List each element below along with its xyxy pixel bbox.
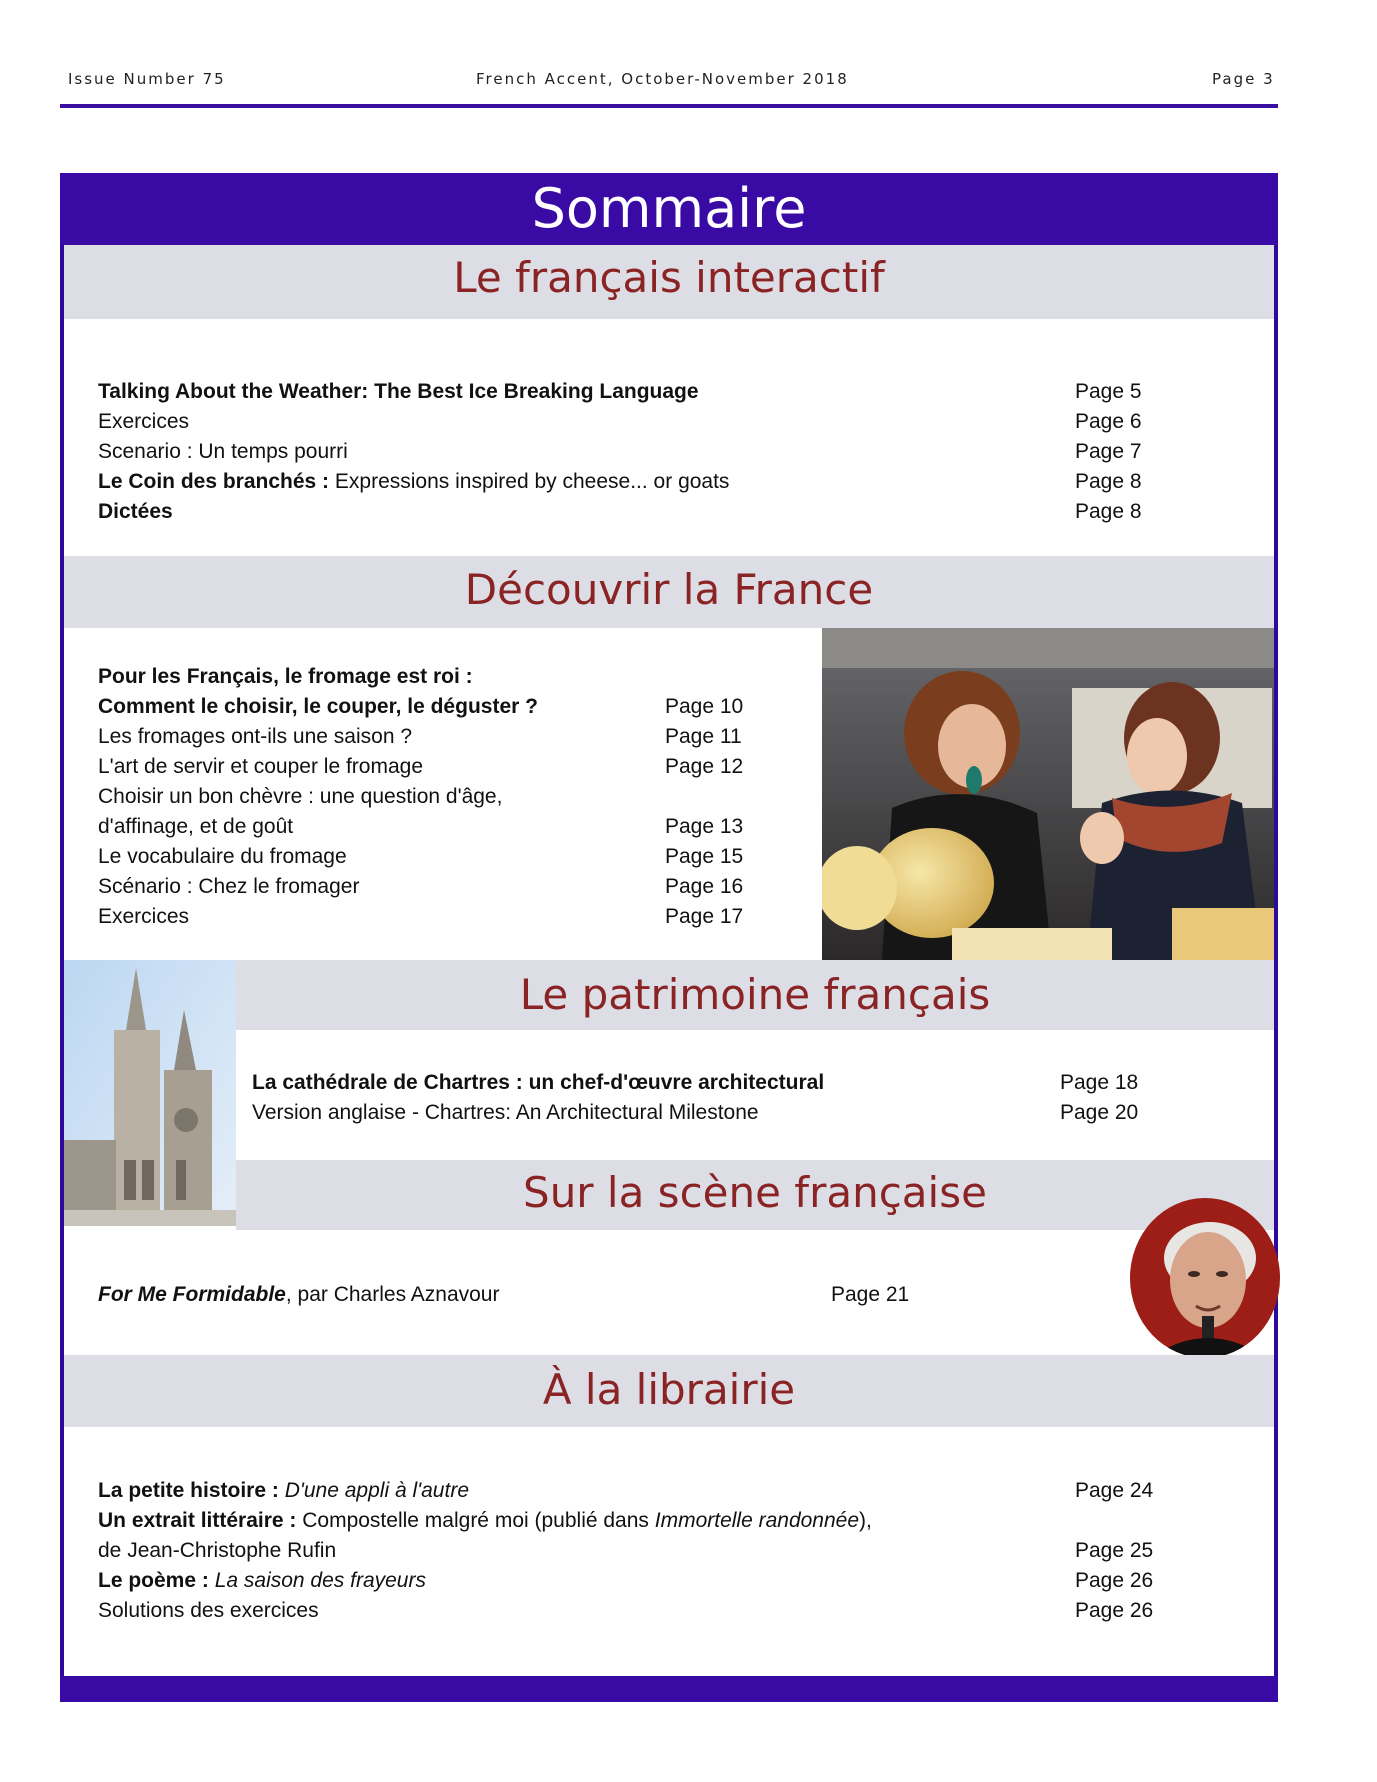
toc-page: Page 17	[665, 905, 744, 928]
toc-entry[interactable]: Dictées	[98, 500, 173, 523]
toc-entry[interactable]: La cathédrale de Chartres : un chef-d'œuvre architectural	[252, 1071, 825, 1094]
toc-page: Page 11	[665, 725, 742, 748]
section-heading-scene: Sur la scène française	[236, 1160, 1274, 1230]
toc-page: Page 25	[1075, 1539, 1154, 1562]
toc-page: Page 15	[665, 845, 744, 868]
toc-page: Page 12	[665, 755, 744, 778]
page-number: Page 3	[1212, 70, 1275, 88]
toc-page: Page 24	[1075, 1479, 1154, 1502]
toc-page: Page 21	[831, 1283, 910, 1306]
toc-page: Page 8	[1075, 500, 1142, 523]
song-title: For Me Formidable	[98, 1283, 286, 1306]
toc-entry-text: Compostelle malgré moi (publié dans	[296, 1509, 655, 1532]
toc-entry[interactable]: Comment le choisir, le couper, le déguster ?	[98, 695, 538, 718]
toc-entry-italic: Immortelle randonnée	[654, 1509, 860, 1532]
toc-entry[interactable]: Solutions des exercices	[98, 1599, 319, 1622]
toc-entry[interactable]	[98, 1566, 426, 1596]
toc-entry[interactable]	[98, 1506, 872, 1536]
toc-entry[interactable]	[98, 467, 729, 497]
toc-entry[interactable]: Talking About the Weather: The Best Ice Breaking Language	[98, 380, 699, 403]
toc-entry-lead: La petite histoire :	[98, 1479, 279, 1502]
toc-entry-italic: La saison des frayeurs	[208, 1569, 426, 1592]
toc-entry-tail: ),	[859, 1509, 872, 1532]
toc-page: Page 10	[665, 695, 744, 718]
singer-portrait	[1130, 1198, 1280, 1358]
toc-page: Page 26	[1075, 1569, 1154, 1592]
toc-entry[interactable]	[98, 1280, 499, 1310]
toc-entry[interactable]: L'art de servir et couper le fromage	[98, 755, 423, 778]
cheese-market-photo	[822, 628, 1274, 960]
toc-page: Page 20	[1060, 1101, 1139, 1124]
toc-page: Page 26	[1075, 1599, 1154, 1622]
toc-entry[interactable]: Choisir un bon chèvre : une question d'âge,	[98, 785, 503, 808]
section-heading-decouvrir: Découvrir la France	[64, 556, 1274, 628]
toc-entry[interactable]: Exercices	[98, 410, 190, 433]
cathedral-photo	[64, 960, 236, 1226]
toc-entry-italic: D'une appli à l'autre	[278, 1479, 469, 1502]
toc-entry-lead: Un extrait littéraire :	[98, 1509, 297, 1532]
toc-entry[interactable]: de Jean-Christophe Rufin	[98, 1539, 337, 1562]
publication-title: French Accent, October-November 2018	[476, 70, 849, 88]
section-heading-librairie: À la librairie	[64, 1355, 1274, 1427]
toc-page: Page 18	[1060, 1071, 1139, 1094]
toc-entry[interactable]	[98, 1476, 469, 1506]
toc-entry-text: Expressions inspired by cheese... or goats	[329, 470, 730, 493]
toc-page: Page 7	[1075, 440, 1142, 463]
toc-entry[interactable]: d'affinage, et de goût	[98, 815, 294, 838]
toc-entry[interactable]: Version anglaise - Chartres: An Architectural Milestone	[252, 1101, 759, 1124]
toc-page: Page 13	[665, 815, 744, 838]
issue-number: Issue Number 75	[68, 70, 226, 88]
toc-page: Page 16	[665, 875, 744, 898]
toc-page: Page 8	[1075, 470, 1142, 493]
toc-entry-text: , par Charles Aznavour	[285, 1283, 500, 1306]
toc-intro: Pour les Français, le fromage est roi :	[98, 665, 473, 688]
toc-entry[interactable]: Exercices	[98, 905, 190, 928]
toc-entry[interactable]: Le vocabulaire du fromage	[98, 845, 347, 868]
toc-entry[interactable]: Scenario : Un temps pourri	[98, 440, 348, 463]
toc-entry-lead: Le poème :	[98, 1569, 209, 1592]
toc-entry[interactable]: Les fromages ont-ils une saison ?	[98, 725, 413, 748]
toc-entry[interactable]: Scénario : Chez le fromager	[98, 875, 360, 898]
header-rule	[60, 104, 1278, 108]
toc-entry-lead: Le Coin des branchés :	[98, 470, 330, 493]
toc-page: Page 5	[1075, 380, 1142, 403]
bottom-bar	[60, 1676, 1278, 1702]
section-heading-patrimoine: Le patrimoine français	[236, 960, 1274, 1030]
section-heading-interactif: Le français interactif	[64, 245, 1274, 319]
toc-title: Sommaire	[60, 173, 1278, 245]
toc-page: Page 6	[1075, 410, 1142, 433]
